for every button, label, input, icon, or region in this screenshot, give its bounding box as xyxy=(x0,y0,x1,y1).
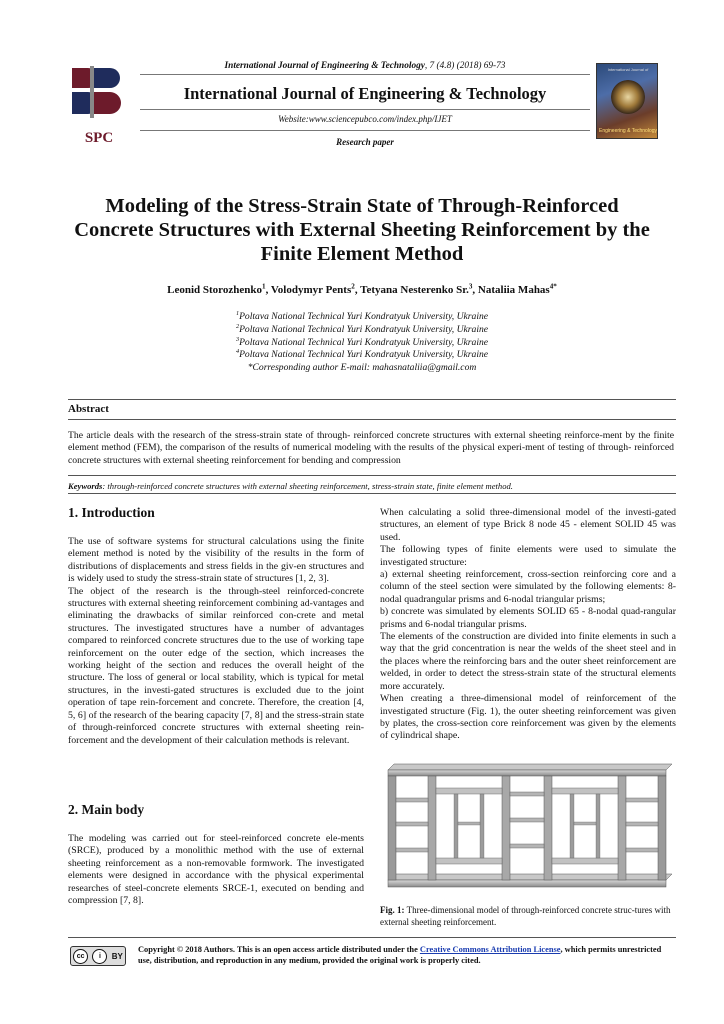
divider xyxy=(68,493,676,494)
cc-license-badge[interactable] xyxy=(70,946,126,966)
author-list xyxy=(70,284,654,296)
logo-text: SPC xyxy=(84,130,114,146)
affiliation-text: Poltava National Technical Yuri Kondratyuk University, Ukraine xyxy=(239,336,489,348)
author-name: Leonid Storozhenko xyxy=(167,284,262,296)
abstract-heading: Abstract xyxy=(68,403,109,415)
paper-type: Research paper xyxy=(336,137,394,147)
author-sup: 2 xyxy=(351,282,355,291)
journal-citation xyxy=(140,61,590,71)
author-name: Nataliia Mahas xyxy=(477,284,550,296)
citation-journal: International Journal of Engineering & Technology xyxy=(224,61,425,71)
divider xyxy=(68,419,676,420)
paragraph: The object of the research is the through-steel reinforced-concrete structures with external sheeting reinforcement combining ad-vantages and eliminating the drawbacks of similar reinforced con-crete and metal structures. The investigated structures have a number of advantages compared to reinforced concrete structures due to the use of working tape reinforcement on the outer edge of the section, which increases the working height of the section and reduces the overall height of the structure. The loss of general or local stability, which is typical for metal structures, in the investi-gated structures is excluded due to the joint operation of tape rein-forcement and concrete. Therefore, the creation [4, 5, 6] of the research of the bearing capacity [7, 8] and the stress-strain state of through-reinforced concrete structures with external sheeting rein-forcement and the development of their calculation methods is relevant. xyxy=(68,585,364,746)
divider xyxy=(68,475,676,476)
cover-title: Engineering & Technology xyxy=(599,128,658,134)
affiliation-text: Poltava National Technical Yuri Kondratyuk University, Ukraine xyxy=(239,323,489,335)
abstract-text: The article deals with the research of the stress-strain state of through- reinforced concrete structures with external sheeting reinforce-ment by the finite element method (FEM), the comparison of the results of numerical modeling with the results of the physical experi-ment of testing of through- reinforced concrete structures with external sheeting reinforcement for bending and compression xyxy=(68,430,674,466)
journal-website[interactable]: Website:www.sciencepubco.com/index.php/IJET xyxy=(278,114,452,124)
author-separator: , xyxy=(265,284,271,296)
paragraph: b) concrete was simulated by elements SOLID 65 - 8-nodal quad-rangular prisms and 6-nodal triangular prisms. xyxy=(380,606,676,630)
affiliations xyxy=(100,311,624,375)
author-name: Volodymyr Pents xyxy=(270,284,352,296)
cc-icon: cc xyxy=(73,949,88,964)
spc-logo xyxy=(66,62,132,146)
keywords-text: : through-reinforced concrete structures with external sheeting reinforcement, stress-strain state, finite element method. xyxy=(102,481,513,491)
figure-caption-text: Three-dimensional model of through-reinforced concrete struc-tures with external sheeting reinforcement. xyxy=(380,905,671,927)
affiliation-sup: 2 xyxy=(235,322,240,330)
cover-image xyxy=(611,80,645,114)
affiliation-text: Poltava National Technical Yuri Kondratyuk University, Ukraine xyxy=(239,311,489,322)
main-body-heading: 2. Main body xyxy=(68,802,145,817)
keywords xyxy=(68,481,674,491)
journal-cover xyxy=(596,63,658,139)
license-link[interactable]: Creative Commons Attribution License xyxy=(419,945,561,954)
paragraph: The modeling was carried out for steel-reinforced concrete ele-ments (SRCE), produced by a monolithic method with the use of external sheeting reinforcement as a non-removable formwork. The investigated elements were designed in accordance with the physical experimental researches of steel-concrete elements SRCE-1, executed on bending and compression [7, 8]. xyxy=(68,833,364,907)
intro-heading: 1. Introduction xyxy=(68,505,155,520)
keywords-label: Keywords xyxy=(68,481,103,491)
attribution-icon: i xyxy=(92,949,107,964)
author-sup: 3 xyxy=(468,282,473,291)
figure-caption xyxy=(380,905,676,928)
left-column-intro xyxy=(68,536,364,747)
citation-rest: , 7 (4.8) (2018) 69-73 xyxy=(424,61,506,71)
divider xyxy=(68,399,676,400)
affiliation-sup: 3 xyxy=(235,335,240,343)
affiliation-line xyxy=(100,349,624,362)
right-column xyxy=(380,507,676,743)
paragraph: The following types of finite elements were used to simulate the investigated structure: xyxy=(380,544,676,568)
affiliation-line xyxy=(100,324,624,337)
author-separator: , xyxy=(354,284,361,296)
author-separator: , xyxy=(472,284,478,296)
affiliation-line xyxy=(100,311,624,324)
divider xyxy=(140,109,590,110)
figure-3d-model xyxy=(384,762,672,896)
divider xyxy=(140,130,590,131)
left-column-main xyxy=(68,833,364,907)
figure-label: Fig. 1: xyxy=(380,905,405,915)
author-sup: 1 xyxy=(261,282,266,291)
affiliation-line xyxy=(100,337,624,350)
divider xyxy=(68,937,676,938)
paragraph: The elements of the construction are divided into finite elements in such a way that the grid concentration is near the welds of the sheet steel and in the places where the reinforcing bars and the outer sheet reinforcement are welded, in order to detect the stress-strain state of the structural elements more accurately. xyxy=(380,631,676,692)
journal-title: International Journal of Engineering & Technology xyxy=(183,84,547,103)
author-name: Tetyana Nesterenko Sr. xyxy=(360,284,469,296)
affiliation-text: Poltava National Technical Yuri Kondratyuk University, Ukraine xyxy=(239,349,489,361)
copyright-text-end: , which permits unrestricted use, distribution, and reproduction in any medium, provided the original work is properly cited. xyxy=(138,945,662,965)
paragraph: When creating a three-dimensional model of reinforcement of the investigated structure (Fig. 1), the outer sheeting reinforcement was given by plates, the cross-section core reinforcement was given by the elements of cylindrical shape. xyxy=(380,693,676,742)
paragraph: When calculating a solid three-dimensional model of the investi-gated structures, an element of type Brick 8 node 45 - element SOLID 45 was used. xyxy=(380,507,676,543)
author-sup: 4* xyxy=(549,282,557,291)
divider xyxy=(140,74,590,75)
paper-title: Modeling of the Stress-Strain State of Through-Reinforced Concrete Structures with External Sheeting Reinforcement by the Finite Element Method xyxy=(74,195,650,265)
copyright-text: Copyright © 2018 Authors. This is an open access article distributed under the xyxy=(138,945,420,954)
affiliation-text: *Corresponding author E-mail: mahasnataliia@gmail.com xyxy=(247,362,477,374)
copyright-notice xyxy=(138,944,674,966)
cc-by-label: BY xyxy=(111,951,123,961)
paragraph: The use of software systems for structural calculations using the finite element method is noted by the visibility of the results in the form of distributions of displacements and stress fields in the giv-en structures and is widely used to study the stress-strain state of structures [1, 2, 3]. xyxy=(68,536,364,585)
affiliation-sup: 4 xyxy=(235,348,240,356)
affiliation-line xyxy=(100,362,624,375)
paragraph: a) external sheeting reinforcement, cross-section reinforcing core and a column of the steel section were simulated by the following elements: 8-nodal quadrangular prisms and 6-nodal triangular prisms; xyxy=(380,569,676,605)
cover-top-text: International Journal of xyxy=(607,67,649,72)
affiliation-sup: 1 xyxy=(235,309,240,317)
